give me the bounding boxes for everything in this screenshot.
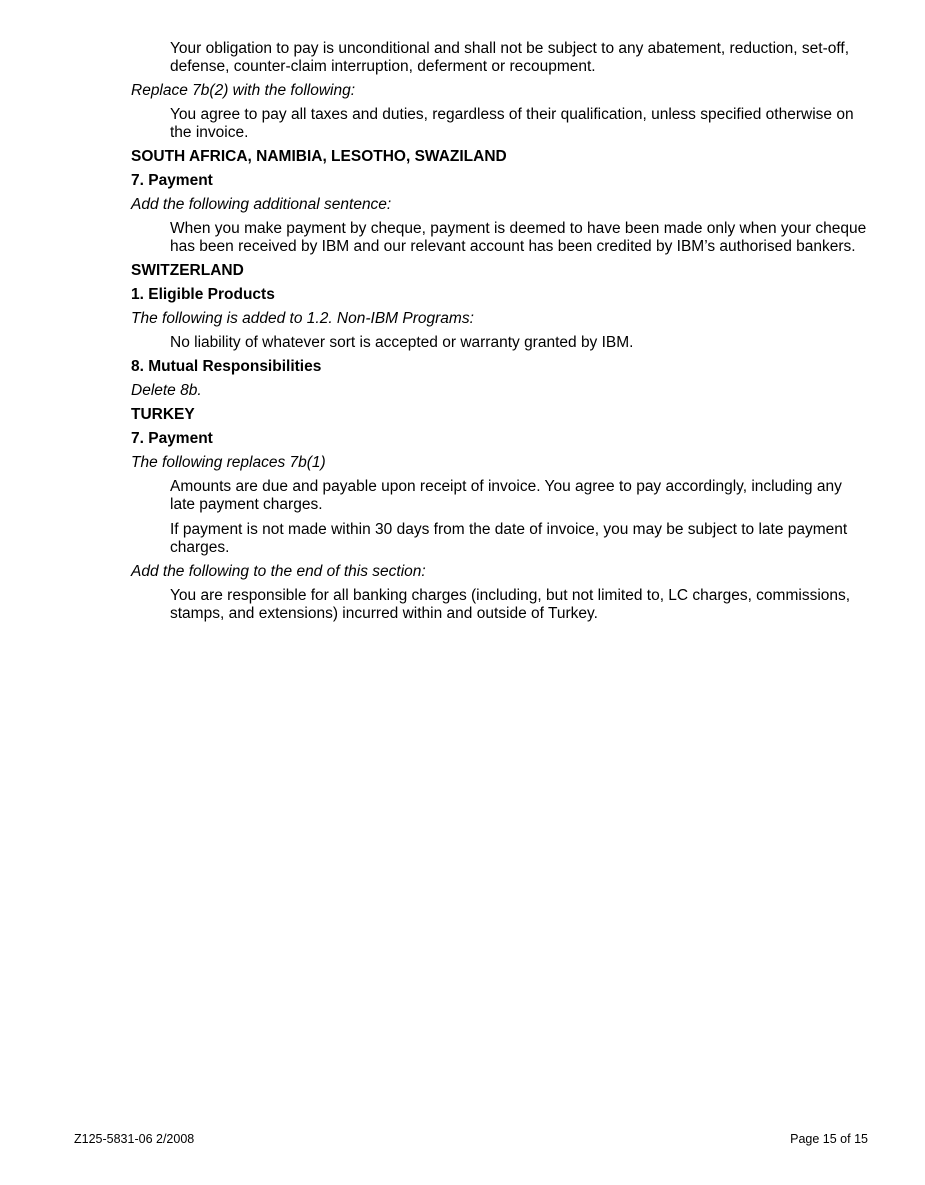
paragraph-amounts-due: Amounts are due and payable upon receipt of invoice. You agree to pay accordingly, including any late payment charges. [170, 478, 842, 513]
document-body [131, 40, 871, 623]
paragraph-late-payment: If payment is not made within 30 days from the date of invoice, you may be subject to late payment charges. [170, 521, 848, 556]
section-heading-mutual-responsibilities: 8. Mutual Responsibilities [131, 358, 322, 375]
paragraph-no-liability: No liability of whatever sort is accepted or warranty granted by IBM. [170, 334, 634, 351]
country-heading-turkey: TURKEY [131, 406, 195, 423]
footer-page-number: Page 15 of 15 [790, 1132, 868, 1146]
section-heading-eligible-products: 1. Eligible Products [131, 286, 275, 303]
instruction-added-1-2: The following is added to 1.2. Non-IBM Programs: [131, 310, 474, 327]
country-heading-switzerland: SWITZERLAND [131, 262, 244, 279]
country-heading-south-africa: SOUTH AFRICA, NAMIBIA, LESOTHO, SWAZILAND [131, 148, 507, 165]
paragraph-obligation: Your obligation to pay is unconditional and shall not be subject to any abatement, reduction, set-off, defense, counter-claim interruption, deferment or recoupment. [170, 40, 850, 75]
section-heading-payment: 7. Payment [131, 172, 213, 189]
instruction-add-sentence: Add the following additional sentence: [131, 196, 392, 213]
paragraph-banking-charges: You are responsible for all banking charges (including, but not limited to, LC charges, commissions, stamps, and extensions) incurred within and outside of Turkey. [170, 587, 851, 622]
paragraph-cheque: When you make payment by cheque, payment is deemed to have been made only when your cheque has been received by IBM and our relevant account has been credited by IBM’s authorised bankers. [170, 220, 867, 255]
paragraph-taxes: You agree to pay all taxes and duties, regardless of their qualification, unless specified otherwise on the invoice. [170, 106, 854, 141]
instruction-replace-7b2: Replace 7b(2) with the following: [131, 82, 356, 99]
section-heading-payment-turkey: 7. Payment [131, 430, 213, 447]
instruction-add-end-of-section: Add the following to the end of this section: [131, 563, 426, 580]
instruction-delete-8b: Delete 8b. [131, 382, 202, 399]
footer-document-id: Z125-5831-06 2/2008 [74, 1132, 195, 1146]
instruction-replaces-7b1: The following replaces 7b(1) [131, 454, 326, 471]
